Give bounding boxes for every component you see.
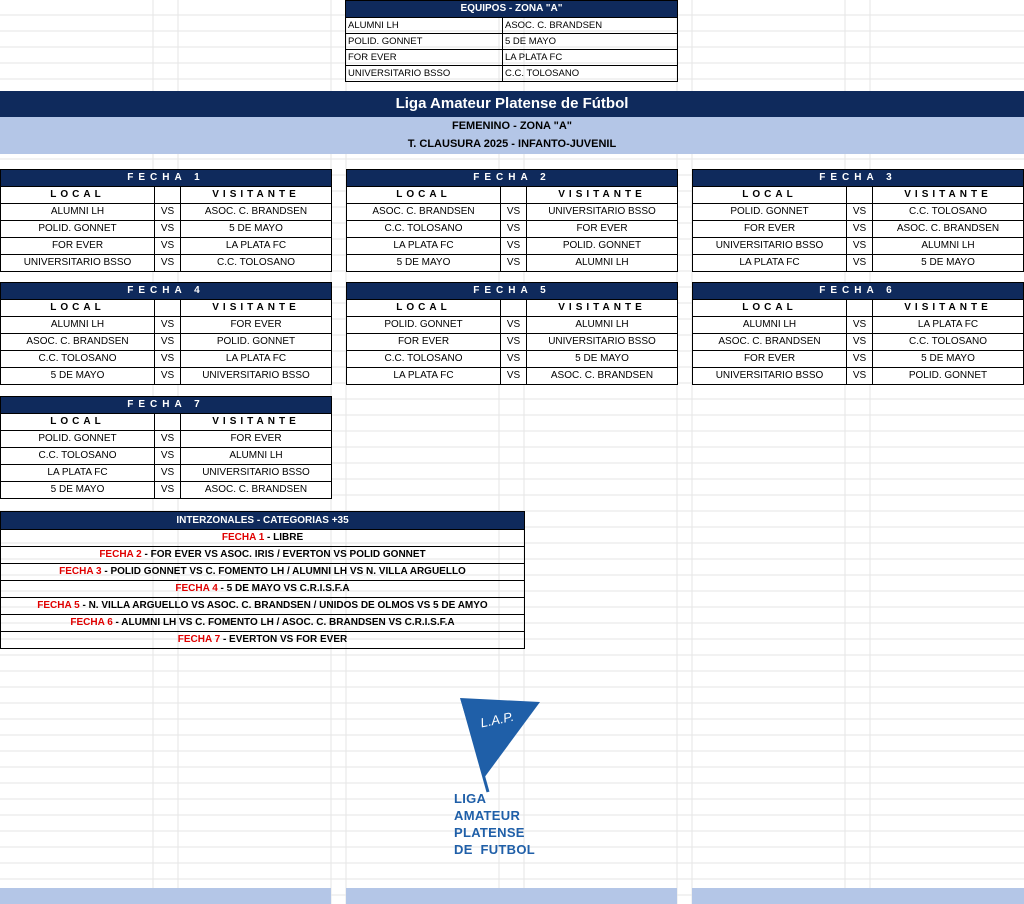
- vs-label: VS: [155, 431, 181, 447]
- vs-header-cell: [155, 414, 181, 430]
- local-header: LOCAL: [1, 187, 155, 203]
- local-team: ASOC. C. BRANDSEN: [347, 204, 501, 220]
- vs-label: VS: [501, 334, 527, 350]
- vs-label: VS: [155, 317, 181, 333]
- visiting-team: ASOC. C. BRANDSEN: [550, 370, 654, 381]
- vs-label: VS: [155, 465, 181, 481]
- visiting-team: UNIVERSITARIO BSSO: [202, 467, 310, 478]
- visiting-team: ALUMNI LH: [575, 257, 629, 268]
- local-team: POLID. GONNET: [1, 221, 155, 237]
- fecha-block: [346, 169, 678, 272]
- match-row: [347, 220, 677, 237]
- match-row: [693, 316, 1023, 333]
- visiting-team: ALUMNI LH: [229, 450, 283, 461]
- local-team: LA PLATA FC: [347, 238, 501, 254]
- vs-header-cell: [501, 187, 527, 203]
- logo-line: AMATEUR: [454, 808, 521, 823]
- local-team: 5 DE MAYO: [1, 482, 155, 498]
- interzonal-row: [1, 614, 524, 631]
- vs-label: VS: [847, 317, 873, 333]
- fecha-block: [692, 282, 1024, 385]
- interzonal-matches: - POLID GONNET VS C. FOMENTO LH / ALUMNI LH VS N. VILLA ARGUELLO: [101, 566, 466, 577]
- match-row: [693, 350, 1023, 367]
- teams-table: [345, 0, 678, 82]
- visiting-team: UNIVERSITARIO BSSO: [548, 336, 656, 347]
- match-row: [1, 367, 331, 384]
- visiting-team: ASOC. C. BRANDSEN: [204, 206, 308, 217]
- vs-label: VS: [501, 255, 527, 271]
- visiting-team: UNIVERSITARIO BSSO: [548, 206, 656, 217]
- interzonal-fecha: FECHA 3: [59, 566, 102, 577]
- fecha-header-row: [693, 299, 1023, 316]
- visiting-team: C.C. TOLOSANO: [909, 206, 987, 217]
- local-team: ASOC. C. BRANDSEN: [693, 334, 847, 350]
- local-team: LA PLATA FC: [1, 465, 155, 481]
- match-row: [1, 447, 331, 464]
- vs-label: VS: [155, 351, 181, 367]
- interzonal-matches: - N. VILLA ARGUELLO VS ASOC. C. BRANDSEN / UNIDOS DE OLMOS VS 5 DE AMYO: [79, 600, 488, 611]
- fecha-title: FECHA 4: [1, 283, 331, 299]
- visiting-team: LA PLATA FC: [225, 240, 287, 251]
- interzonal-matches: - ALUMNI LH VS C. FOMENTO LH / ASOC. C. BRANDSEN VS C.R.I.S.F.A: [112, 617, 455, 628]
- team-cell: UNIVERSITARIO BSSO: [346, 66, 503, 81]
- league-title: Liga Amateur Platense de Fútbol: [0, 91, 1024, 117]
- team-cell: C.C. TOLOSANO: [505, 68, 580, 79]
- logo-line: PLATENSE: [454, 825, 525, 840]
- interzonal-row: [1, 597, 524, 614]
- match-row: [347, 367, 677, 384]
- team-cell: POLID. GONNET: [346, 34, 503, 49]
- local-header: LOCAL: [347, 187, 501, 203]
- visiting-team: ASOC. C. BRANDSEN: [204, 484, 308, 495]
- visiting-team: 5 DE MAYO: [921, 257, 975, 268]
- match-row: [1, 316, 331, 333]
- match-row: [1, 464, 331, 481]
- team-cell: LA PLATA FC: [505, 52, 563, 63]
- visiting-team: UNIVERSITARIO BSSO: [202, 370, 310, 381]
- vs-label: VS: [155, 368, 181, 384]
- match-row: [1, 481, 331, 498]
- visiting-team: POLID. GONNET: [908, 370, 988, 381]
- vs-header-cell: [847, 300, 873, 316]
- visitante-header: VISITANTE: [212, 416, 300, 427]
- visiting-team: C.C. TOLOSANO: [909, 336, 987, 347]
- interzonal-matches: - EVERTON VS FOR EVER: [220, 634, 348, 645]
- fecha-header-row: [1, 299, 331, 316]
- match-row: [347, 350, 677, 367]
- interzonal-row: [1, 529, 524, 546]
- match-row: [347, 333, 677, 350]
- fecha-header-row: [1, 413, 331, 430]
- vs-label: VS: [847, 221, 873, 237]
- local-team: 5 DE MAYO: [347, 255, 501, 271]
- interzonal-fecha: FECHA 1: [221, 532, 265, 543]
- fecha-title: FECHA 3: [693, 170, 1023, 186]
- fecha-title: FECHA 5: [347, 283, 677, 299]
- local-team: POLID. GONNET: [1, 431, 155, 447]
- local-team: UNIVERSITARIO BSSO: [1, 255, 155, 271]
- fecha-block: [0, 169, 332, 272]
- vs-label: VS: [847, 368, 873, 384]
- vs-label: VS: [155, 482, 181, 498]
- match-row: [693, 237, 1023, 254]
- vs-label: VS: [155, 334, 181, 350]
- interzonal-fecha: FECHA 5: [37, 600, 80, 611]
- visitante-header: VISITANTE: [904, 189, 992, 200]
- vs-label: VS: [155, 221, 181, 237]
- visiting-team: FOR EVER: [230, 319, 282, 330]
- match-row: [1, 254, 331, 271]
- interzonal-matches: - 5 DE MAYO VS C.R.I.S.F.A: [217, 583, 350, 594]
- local-team: C.C. TOLOSANO: [347, 351, 501, 367]
- fecha-header-row: [347, 299, 677, 316]
- visiting-team: LA PLATA FC: [225, 353, 287, 364]
- vs-label: VS: [155, 204, 181, 220]
- match-row: [347, 203, 677, 220]
- fecha-header-row: [693, 186, 1023, 203]
- match-row: [693, 220, 1023, 237]
- team-cell: FOR EVER: [346, 50, 503, 65]
- visiting-team: POLID. GONNET: [216, 336, 296, 347]
- interzonal-fecha: FECHA 2: [99, 549, 142, 560]
- local-team: C.C. TOLOSANO: [347, 221, 501, 237]
- match-row: [1, 350, 331, 367]
- local-header: LOCAL: [1, 300, 155, 316]
- category-line: FEMENINO - ZONA "A": [451, 120, 573, 132]
- logo-flag-text: L.A.P.: [479, 708, 516, 731]
- vs-header-cell: [155, 300, 181, 316]
- interzonal-fecha: FECHA 4: [175, 583, 218, 594]
- local-team: ALUMNI LH: [1, 204, 155, 220]
- match-row: [693, 367, 1023, 384]
- fecha-block: [692, 169, 1024, 272]
- vs-label: VS: [847, 334, 873, 350]
- local-header: LOCAL: [693, 300, 847, 316]
- visitante-header: VISITANTE: [558, 189, 646, 200]
- visiting-team: FOR EVER: [230, 433, 282, 444]
- vs-label: VS: [501, 238, 527, 254]
- fecha-header-row: [347, 186, 677, 203]
- visiting-team: POLID. GONNET: [562, 240, 642, 251]
- fecha-title: FECHA 7: [1, 397, 331, 413]
- visiting-team: 5 DE MAYO: [921, 353, 975, 364]
- local-team: ALUMNI LH: [693, 317, 847, 333]
- match-row: [347, 254, 677, 271]
- visitante-header: VISITANTE: [904, 302, 992, 313]
- teams-row: [346, 66, 677, 81]
- local-team: POLID. GONNET: [347, 317, 501, 333]
- local-team: FOR EVER: [1, 238, 155, 254]
- local-team: ASOC. C. BRANDSEN: [1, 334, 155, 350]
- vs-label: VS: [155, 448, 181, 464]
- team-cell: ASOC. C. BRANDSEN: [505, 20, 603, 31]
- fecha-header-row: [1, 186, 331, 203]
- visiting-team: ALUMNI LH: [575, 319, 629, 330]
- visiting-team: 5 DE MAYO: [575, 353, 629, 364]
- match-row: [1, 333, 331, 350]
- vs-header-cell: [501, 300, 527, 316]
- local-team: FOR EVER: [693, 221, 847, 237]
- local-team: FOR EVER: [693, 351, 847, 367]
- vs-label: VS: [847, 255, 873, 271]
- visitante-header: VISITANTE: [212, 302, 300, 313]
- match-row: [693, 254, 1023, 271]
- local-team: ALUMNI LH: [1, 317, 155, 333]
- vs-label: VS: [155, 255, 181, 271]
- match-row: [1, 220, 331, 237]
- visiting-team: ASOC. C. BRANDSEN: [896, 223, 1000, 234]
- local-team: LA PLATA FC: [347, 368, 501, 384]
- local-header: LOCAL: [347, 300, 501, 316]
- local-team: POLID. GONNET: [693, 204, 847, 220]
- interzonal-matches: - LIBRE: [264, 532, 304, 543]
- local-header: LOCAL: [693, 187, 847, 203]
- vs-label: VS: [847, 204, 873, 220]
- vs-label: VS: [847, 238, 873, 254]
- interzonales-table: [0, 511, 525, 649]
- vs-label: VS: [501, 368, 527, 384]
- visiting-team: 5 DE MAYO: [229, 223, 283, 234]
- local-team: C.C. TOLOSANO: [1, 351, 155, 367]
- vs-label: VS: [501, 221, 527, 237]
- local-team: 5 DE MAYO: [1, 368, 155, 384]
- local-team: C.C. TOLOSANO: [1, 448, 155, 464]
- local-team: UNIVERSITARIO BSSO: [693, 238, 847, 254]
- interzonal-matches: - FOR EVER VS ASOC. IRIS / EVERTON VS POLID GONNET: [141, 549, 426, 560]
- interzonal-row: [1, 631, 524, 648]
- visiting-team: C.C. TOLOSANO: [217, 257, 295, 268]
- visitante-header: VISITANTE: [212, 189, 300, 200]
- tournament-line: T. CLAUSURA 2025 - INFANTO-JUVENIL: [407, 138, 617, 150]
- bottom-bar: [0, 888, 331, 904]
- interzonal-fecha: FECHA 6: [70, 617, 113, 628]
- interzonales-title: INTERZONALES - CATEGORIAS +35: [1, 512, 524, 529]
- interzonal-row: [1, 580, 524, 597]
- match-row: [1, 237, 331, 254]
- local-team: LA PLATA FC: [693, 255, 847, 271]
- match-row: [693, 203, 1023, 220]
- fecha-title: FECHA 1: [1, 170, 331, 186]
- vs-header-cell: [155, 187, 181, 203]
- interzonal-row: [1, 563, 524, 580]
- teams-row: [346, 34, 677, 50]
- pennant-flag-icon: [448, 696, 558, 796]
- interzonal-row: [1, 546, 524, 563]
- match-row: [1, 430, 331, 447]
- vs-label: VS: [501, 204, 527, 220]
- fecha-block: [0, 282, 332, 385]
- vs-label: VS: [501, 351, 527, 367]
- local-team: FOR EVER: [347, 334, 501, 350]
- local-team: UNIVERSITARIO BSSO: [693, 368, 847, 384]
- vs-header-cell: [847, 187, 873, 203]
- team-cell: ALUMNI LH: [346, 18, 503, 33]
- match-row: [347, 237, 677, 254]
- fecha-block: [0, 396, 332, 499]
- visiting-team: FOR EVER: [576, 223, 628, 234]
- tournament-subtitle: [0, 117, 1024, 154]
- league-logo: [448, 696, 558, 866]
- visitante-header: VISITANTE: [558, 302, 646, 313]
- logo-line: LIGA: [454, 791, 487, 806]
- match-row: [1, 203, 331, 220]
- fecha-block: [346, 282, 678, 385]
- teams-row: [346, 50, 677, 66]
- local-header: LOCAL: [1, 414, 155, 430]
- team-cell: 5 DE MAYO: [505, 36, 557, 47]
- vs-label: VS: [501, 317, 527, 333]
- teams-table-title: EQUIPOS - ZONA "A": [346, 1, 677, 18]
- teams-row: [346, 18, 677, 34]
- fecha-title: FECHA 2: [347, 170, 677, 186]
- visiting-team: LA PLATA FC: [917, 319, 979, 330]
- bottom-bar: [692, 888, 1024, 904]
- bottom-bar: [346, 888, 677, 904]
- interzonal-fecha: FECHA 7: [177, 634, 221, 645]
- logo-line: DE FUTBOL: [454, 842, 535, 857]
- vs-label: VS: [155, 238, 181, 254]
- vs-label: VS: [847, 351, 873, 367]
- visiting-team: ALUMNI LH: [921, 240, 975, 251]
- fecha-title: FECHA 6: [693, 283, 1023, 299]
- match-row: [693, 333, 1023, 350]
- match-row: [347, 316, 677, 333]
- logo-wordmark: [454, 790, 535, 858]
